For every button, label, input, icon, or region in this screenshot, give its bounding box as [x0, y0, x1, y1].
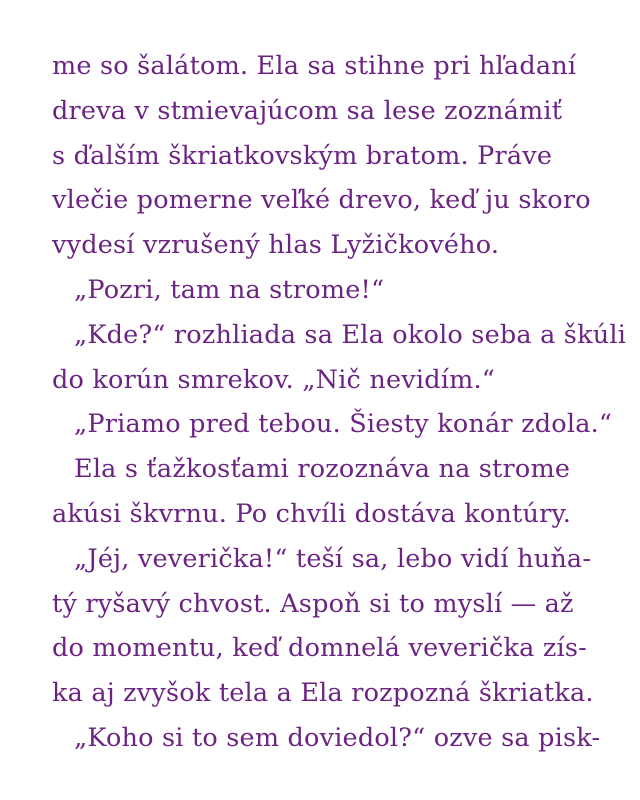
text-line: do korún smrekov. „Nič nevidím.“ [52, 364, 496, 395]
text-line: ka aj zvyšok tela a Ela rozpozná škriatka. [52, 678, 594, 709]
body-text [52, 44, 627, 761]
text-line: Ela s ťažkosťami rozoznáva na strome [74, 454, 571, 485]
text-line: s ďalším škriatkovským bratom. Práve [52, 140, 553, 171]
text-line: vlečie pomerne veľké drevo, keď ju skoro [52, 185, 591, 216]
text-line: „Priamo pred tebou. Šiesty konár zdola.“ [74, 409, 613, 440]
text-line: do momentu, keď domnelá veverička zís- [52, 633, 587, 664]
text-line: „Koho si to sem doviedol?“ ozve sa pisk- [74, 722, 601, 753]
text-line: dreva v stmievajúcom sa lese zoznámiť [52, 95, 563, 126]
text-line: „Kde?“ rozhliada sa Ela okolo seba a škúli [74, 319, 627, 350]
text-line: tý ryšavý chvost. Aspoň si to myslí — až [52, 588, 574, 619]
text-line: „Jéj, veverička!“ teší sa, lebo vidí huňa- [74, 543, 592, 574]
text-line: „Pozri, tam na strome!“ [74, 274, 385, 305]
text-line: me so šalátom. Ela sa stihne pri hľadaní [52, 51, 577, 81]
text-line: vydesí vzrušený hlas Lyžičkového. [52, 230, 500, 261]
text-line: akúsi škvrnu. Po chvíli dostáva kontúry. [52, 498, 572, 529]
